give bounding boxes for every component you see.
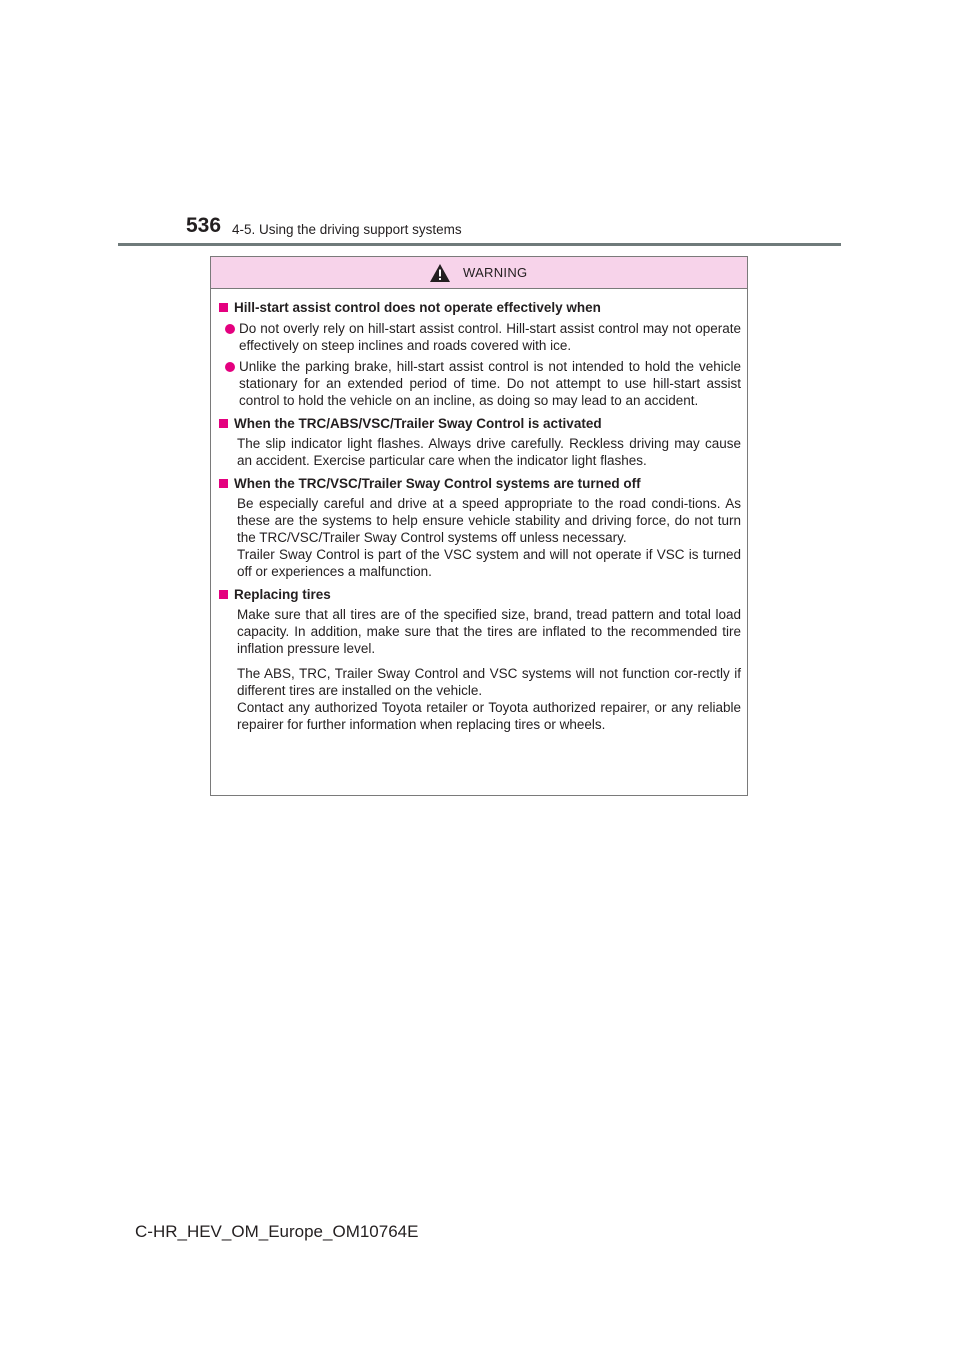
square-bullet-icon	[219, 590, 228, 599]
paragraph: Contact any authorized Toyota retailer or Toyota authorized repairer, or any reliable repairer for further information when replacing tires or wheels.	[237, 700, 741, 732]
page-number: 536	[186, 214, 222, 237]
warning-label: WARNING	[463, 265, 528, 280]
warning-section-trc-activated	[219, 415, 741, 469]
list-item	[219, 320, 741, 354]
warning-triangle-icon	[429, 263, 451, 283]
square-bullet-icon	[219, 419, 228, 428]
bullet-text: Do not overly rely on hill-start assist control. Hill-start assist control may not operate effectively on steep inclines and roads covered with ice.	[239, 321, 741, 353]
paragraph: Make sure that all tires are of the specified size, brand, tread pattern and total load capacity. In addition, make sure that the tires are inflated to the recommended tire inflation pressure level.	[237, 607, 741, 656]
paragraph: The slip indicator light flashes. Always drive carefully. Reckless driving may cause an accident. Exercise particular care when the indicator light flashes.	[237, 436, 741, 468]
warning-body	[211, 289, 747, 733]
warning-section-hill-start	[219, 299, 741, 409]
section-heading: When the TRC/VSC/Trailer Sway Control systems are turned off	[234, 476, 641, 491]
warning-section-replacing-tires	[219, 586, 741, 733]
header-rule	[118, 243, 841, 246]
circle-bullet-icon	[225, 362, 235, 372]
paragraph: Trailer Sway Control is part of the VSC system and will not operate if VSC is turned off or experiences a malfunction.	[237, 547, 741, 579]
section-heading: When the TRC/ABS/VSC/Trailer Sway Control is activated	[234, 416, 602, 431]
square-bullet-icon	[219, 479, 228, 488]
circle-bullet-icon	[225, 324, 235, 334]
section-heading: Replacing tires	[234, 587, 331, 602]
section-heading: Hill-start assist control does not operate effectively when	[234, 300, 601, 315]
square-bullet-icon	[219, 303, 228, 312]
warning-box	[210, 256, 748, 796]
document-code: C-HR_HEV_OM_Europe_OM10764E	[135, 1222, 419, 1241]
warning-header	[211, 257, 747, 289]
paragraph: The ABS, TRC, Trailer Sway Control and VSC systems will not function cor-rectly if different tires are installed on the vehicle.	[237, 666, 741, 698]
list-item	[219, 358, 741, 409]
bullet-text: Unlike the parking brake, hill-start assist control is not intended to hold the vehicle stationary for an extended period of time. Do not attempt to use hill-start assist control to hold the vehicle on an incline, as doing so may lead to an accident.	[239, 359, 741, 408]
warning-section-systems-off	[219, 475, 741, 580]
section-title: 4-5. Using the driving support systems	[232, 222, 462, 237]
paragraph: Be especially careful and drive at a speed appropriate to the road condi-tions. As these are the systems to help ensure vehicle stability and driving force, do not turn the TRC/VSC/Trailer Sway Control systems off unless necessary.	[237, 496, 741, 545]
